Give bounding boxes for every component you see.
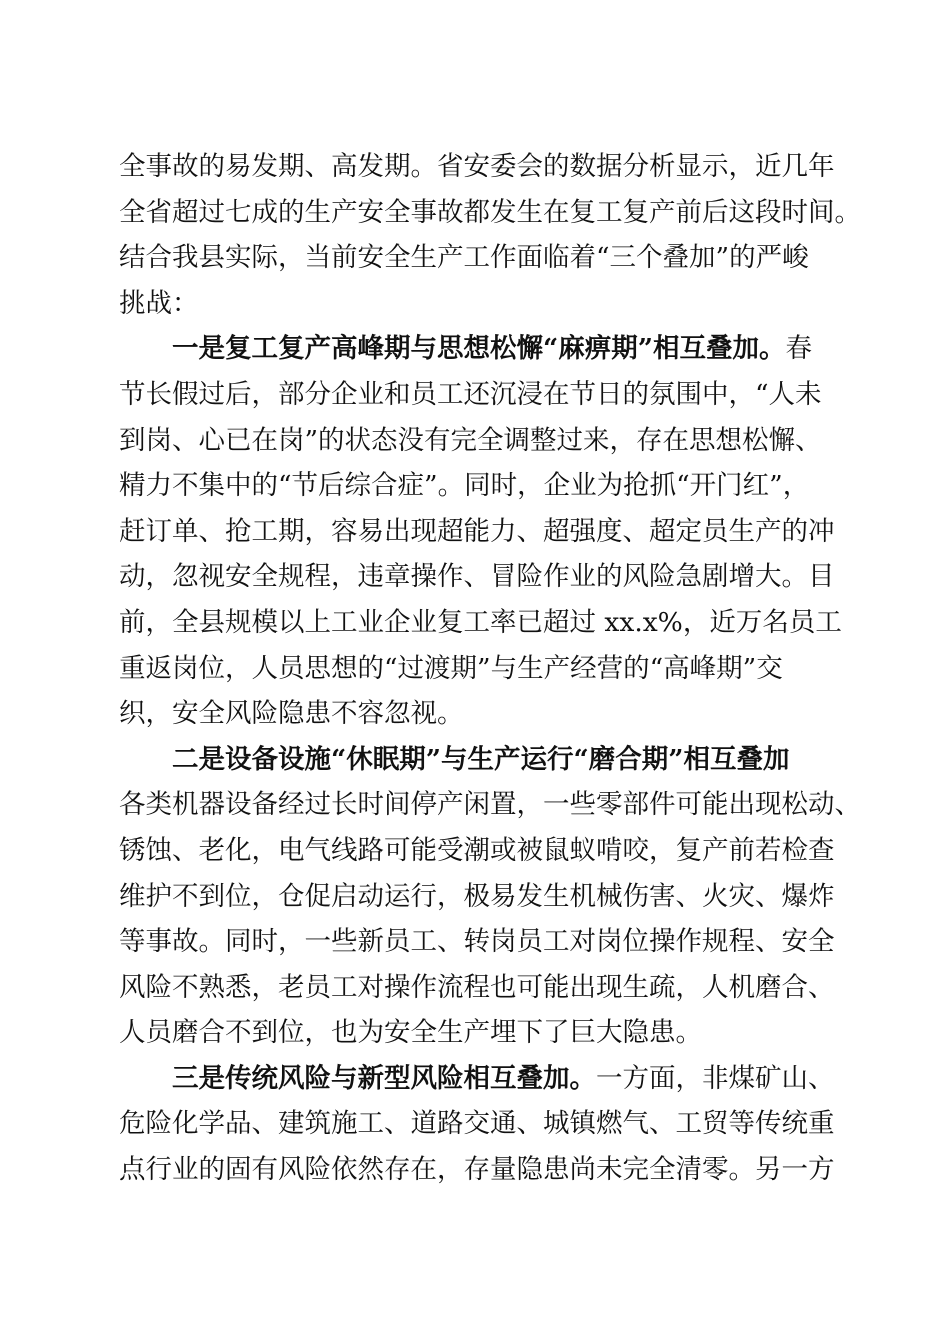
text-line: 等事故。同时，一些新员工、转岗员工对岗位操作规程、安全 — [119, 926, 835, 958]
point-heading: 二是设备设施“休眠期”与生产运行“磨合期”相互叠加 — [172, 743, 790, 775]
paragraph-point-three — [119, 1056, 839, 1193]
text-line: 重返岗位，人员思想的“过渡期”与生产经营的“高峰期”交 — [119, 652, 783, 684]
text-line: 挑战： — [119, 287, 199, 319]
text-line: 前，全县规模以上工业企业复工率已超过 xx.x%，近万名员工 — [119, 606, 842, 638]
text-line: 各类机器设备经过长时间停产闲置，一些零部件可能出现松动、 — [119, 789, 861, 821]
text-line: 维护不到位，仓促启动运行，极易发生机械伤害、火灾、爆炸 — [119, 880, 835, 912]
document-page — [119, 144, 861, 1193]
text-line: 风险不熟悉，老员工对操作流程也可能出现生疏，人机磨合、 — [119, 971, 835, 1003]
text-line — [119, 1056, 839, 1102]
heading-continuation: 一方面，非煤矿山、 — [596, 1062, 835, 1094]
text-line — [119, 326, 839, 372]
text-line: 全事故的易发期、高发期。省安委会的数据分析显示，近几年 — [119, 151, 835, 182]
text-line: 危险化学品、建筑施工、道路交通、城镇燃气、工贸等传统重 — [119, 1108, 835, 1140]
text-line: 赶订单、抢工期，容易出现超能力、超强度、超定员生产的冲 — [119, 515, 835, 547]
text-line: 全省超过七成的生产安全事故都发生在复工复产前后这段时间。 — [119, 196, 861, 228]
text-line: 精力不集中的“节后综合症”。同时，企业为抢抓“开门红”， — [119, 470, 810, 502]
text-line: 到岗、心已在岗”的状态没有完全调整过来，存在思想松懈、 — [119, 424, 822, 456]
point-heading: 三是传统风险与新型风险相互叠加。 — [172, 1062, 596, 1094]
text-line: 动，忽视安全规程，违章操作、冒险作业的风险急剧增大。目 — [119, 561, 835, 593]
heading-continuation: 春 — [785, 333, 812, 365]
paragraph-point-one — [119, 326, 842, 736]
text-line: 织，安全风险隐患不容忽视。 — [119, 698, 464, 730]
text-line: 锈蚀、老化，电气线路可能受潮或被鼠蚁啃咬，复产前若检查 — [119, 834, 835, 866]
text-line: 节长假过后，部分企业和员工还沉浸在节日的氛围中，“人未 — [119, 378, 822, 410]
text-line — [119, 737, 839, 783]
paragraph-point-two — [119, 737, 861, 1056]
text-line: 结合我县实际，当前安全生产工作面临着“三个叠加”的严峻 — [119, 242, 809, 274]
point-heading: 一是复工复产高峰期与思想松懈“麻痹期”相互叠加。 — [172, 333, 786, 365]
text-line: 人员磨合不到位，也为安全生产埋下了巨大隐患。 — [119, 1017, 702, 1049]
paragraph-intro — [119, 144, 861, 326]
text-line: 点行业的固有风险依然存在，存量隐患尚未完全清零。另一方 — [119, 1154, 835, 1186]
